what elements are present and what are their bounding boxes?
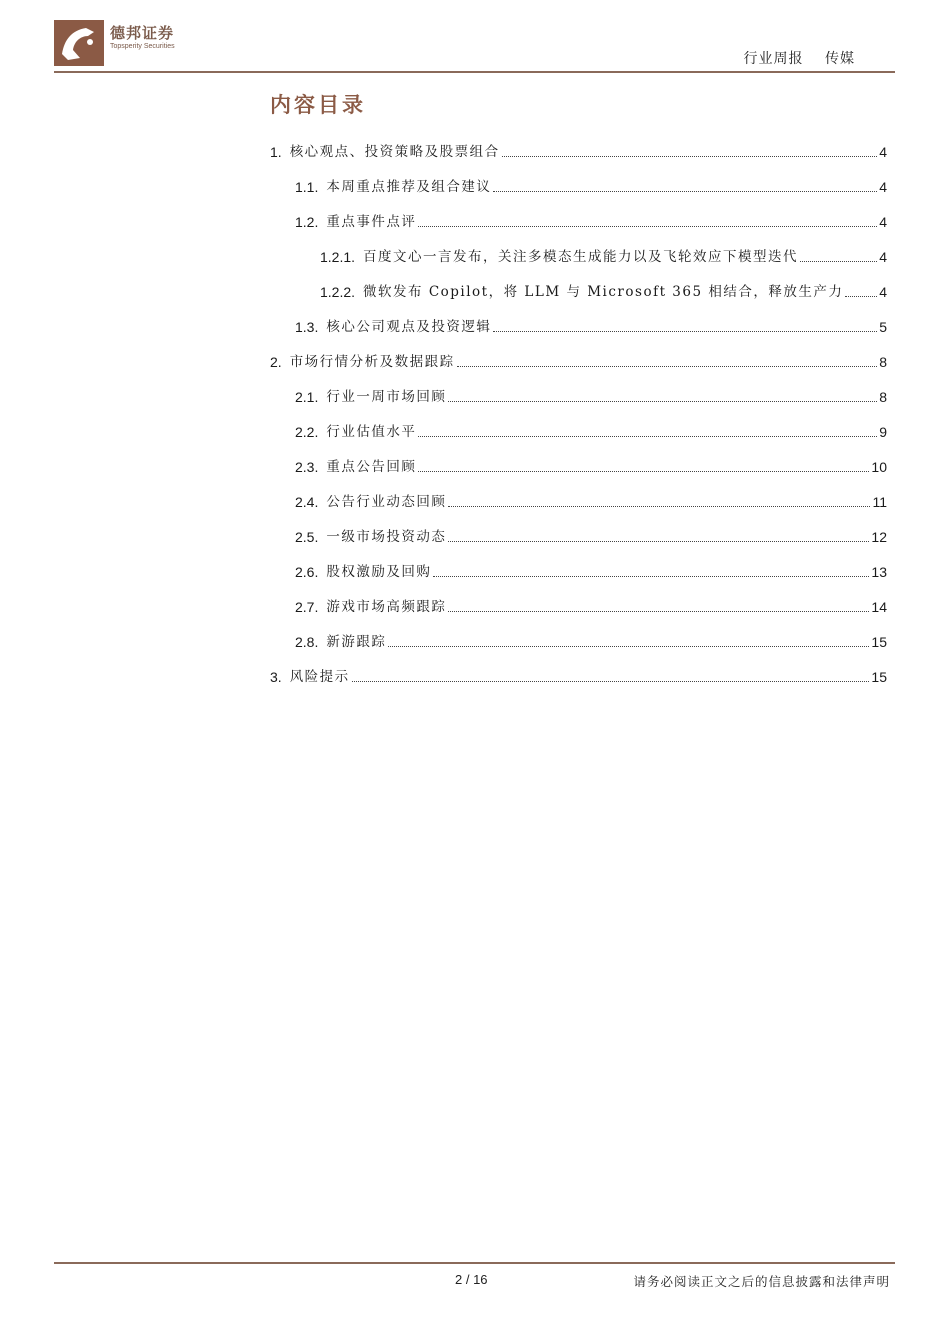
toc-entry-title: 核心观点、投资策略及股票组合 <box>289 144 500 160</box>
page-indicator: 2 / 16 <box>455 1272 488 1287</box>
toc-entry-page: 9 <box>879 424 887 440</box>
toc-entry[interactable] <box>295 387 887 407</box>
toc-entry-page: 4 <box>879 179 887 195</box>
toc-entry-page: 5 <box>879 319 887 335</box>
toc-entry[interactable] <box>295 212 887 232</box>
toc-entry-page: 8 <box>879 354 887 370</box>
toc-entry-number: 2.7. <box>295 599 319 615</box>
toc-entry-title: 重点事件点评 <box>326 214 417 230</box>
toc-entry-title: 百度文心一言发布，关注多模态生成能力以及飞轮效应下模型迭代 <box>363 249 799 265</box>
toc-entry-number: 3. <box>270 669 282 685</box>
toc-entry-title: 本周重点推荐及组合建议 <box>326 179 492 195</box>
toc-dot-leader <box>502 156 878 157</box>
toc-entry-number: 1.3. <box>295 319 319 335</box>
sector-label: 传媒 <box>825 51 855 67</box>
toc-entry-title: 股权激励及回购 <box>326 564 432 580</box>
toc-entry-number: 2.5. <box>295 529 319 545</box>
toc-entry-number: 2.6. <box>295 564 319 580</box>
toc-entry-title: 微软发布 Copilot，将 LLM 与 Microsoft 365 相结合，释放生产力 <box>363 284 844 300</box>
toc-entry-number: 2.1. <box>295 389 319 405</box>
toc-entry-page: 15 <box>871 634 887 650</box>
toc-entry[interactable] <box>270 352 887 372</box>
toc-dot-leader <box>800 261 877 262</box>
toc-dot-leader <box>448 401 877 402</box>
toc-entry-title: 公告行业动态回顾 <box>326 494 447 510</box>
toc-entry[interactable] <box>295 597 887 617</box>
disclaimer-note: 请务必阅读正文之后的信息披露和法律声明 <box>633 1274 890 1289</box>
toc-dot-leader <box>352 681 870 682</box>
toc-entry-title: 游戏市场高频跟踪 <box>326 599 447 615</box>
toc-entry-title: 风险提示 <box>289 669 350 685</box>
toc-entry-page: 4 <box>879 249 887 265</box>
toc-entry-number: 1.2.1. <box>320 249 356 265</box>
toc-entry-number: 2.8. <box>295 634 319 650</box>
toc-dot-leader <box>448 541 869 542</box>
toc-entry-title: 市场行情分析及数据跟踪 <box>289 354 455 370</box>
toc-dot-leader <box>388 646 869 647</box>
toc-entry-number: 2.4. <box>295 494 319 510</box>
toc-entry-page: 8 <box>879 389 887 405</box>
toc-entry-number: 1. <box>270 144 282 160</box>
toc-entry[interactable] <box>270 667 887 687</box>
toc-entry-title: 一级市场投资动态 <box>326 529 447 545</box>
toc-entry-page: 15 <box>871 669 887 685</box>
toc-entry-title: 重点公告回顾 <box>326 459 417 475</box>
toc-title: 内容目录 <box>270 92 366 117</box>
toc-entry-page: 14 <box>871 599 887 615</box>
toc-entry[interactable] <box>295 527 887 547</box>
toc-entry[interactable] <box>295 632 887 652</box>
toc-entry[interactable] <box>295 177 887 197</box>
brand-name-en: Topsperity Securities <box>110 43 175 50</box>
toc-entry-title: 新游跟踪 <box>326 634 387 650</box>
toc-dot-leader <box>493 331 877 332</box>
toc-entry-number: 2. <box>270 354 282 370</box>
toc-dot-leader <box>448 611 869 612</box>
toc-entry-page: 4 <box>879 144 887 160</box>
toc-entry-title: 行业一周市场回顾 <box>326 389 447 405</box>
toc-entry-number: 1.2. <box>295 214 319 230</box>
toc-entry-page: 4 <box>879 284 887 300</box>
toc-dot-leader <box>845 296 877 297</box>
toc-entry-number: 2.3. <box>295 459 319 475</box>
toc-dot-leader <box>418 436 877 437</box>
toc-entry[interactable] <box>295 457 887 477</box>
toc-entry-number: 2.2. <box>295 424 319 440</box>
toc-entry-page: 4 <box>879 214 887 230</box>
toc-dot-leader <box>418 226 877 227</box>
toc-entry[interactable] <box>270 142 887 162</box>
toc-entry-page: 10 <box>871 459 887 475</box>
toc-dot-leader <box>433 576 869 577</box>
toc-entry-title: 核心公司观点及投资逻辑 <box>326 319 492 335</box>
toc-dot-leader <box>448 506 870 507</box>
toc-entry[interactable] <box>295 317 887 337</box>
toc-entry-page: 12 <box>871 529 887 545</box>
toc-entry-page: 11 <box>872 494 887 510</box>
toc-entry[interactable] <box>320 282 887 302</box>
toc-entry-title: 行业估值水平 <box>326 424 417 440</box>
toc-dot-leader <box>457 366 878 367</box>
toc-entry-number: 1.2.2. <box>320 284 356 300</box>
toc-entry-number: 1.1. <box>295 179 319 195</box>
report-type: 行业周报 <box>743 51 804 67</box>
toc-dot-leader <box>418 471 869 472</box>
toc-entry[interactable] <box>295 422 887 442</box>
toc-entry[interactable] <box>295 562 887 582</box>
toc-entry-page: 13 <box>871 564 887 580</box>
toc-entry[interactable] <box>320 247 887 267</box>
toc-dot-leader <box>493 191 877 192</box>
brand-name-cn: 德邦证券 <box>110 24 175 42</box>
footer-divider <box>54 1262 895 1264</box>
toc-entry[interactable] <box>295 492 887 512</box>
